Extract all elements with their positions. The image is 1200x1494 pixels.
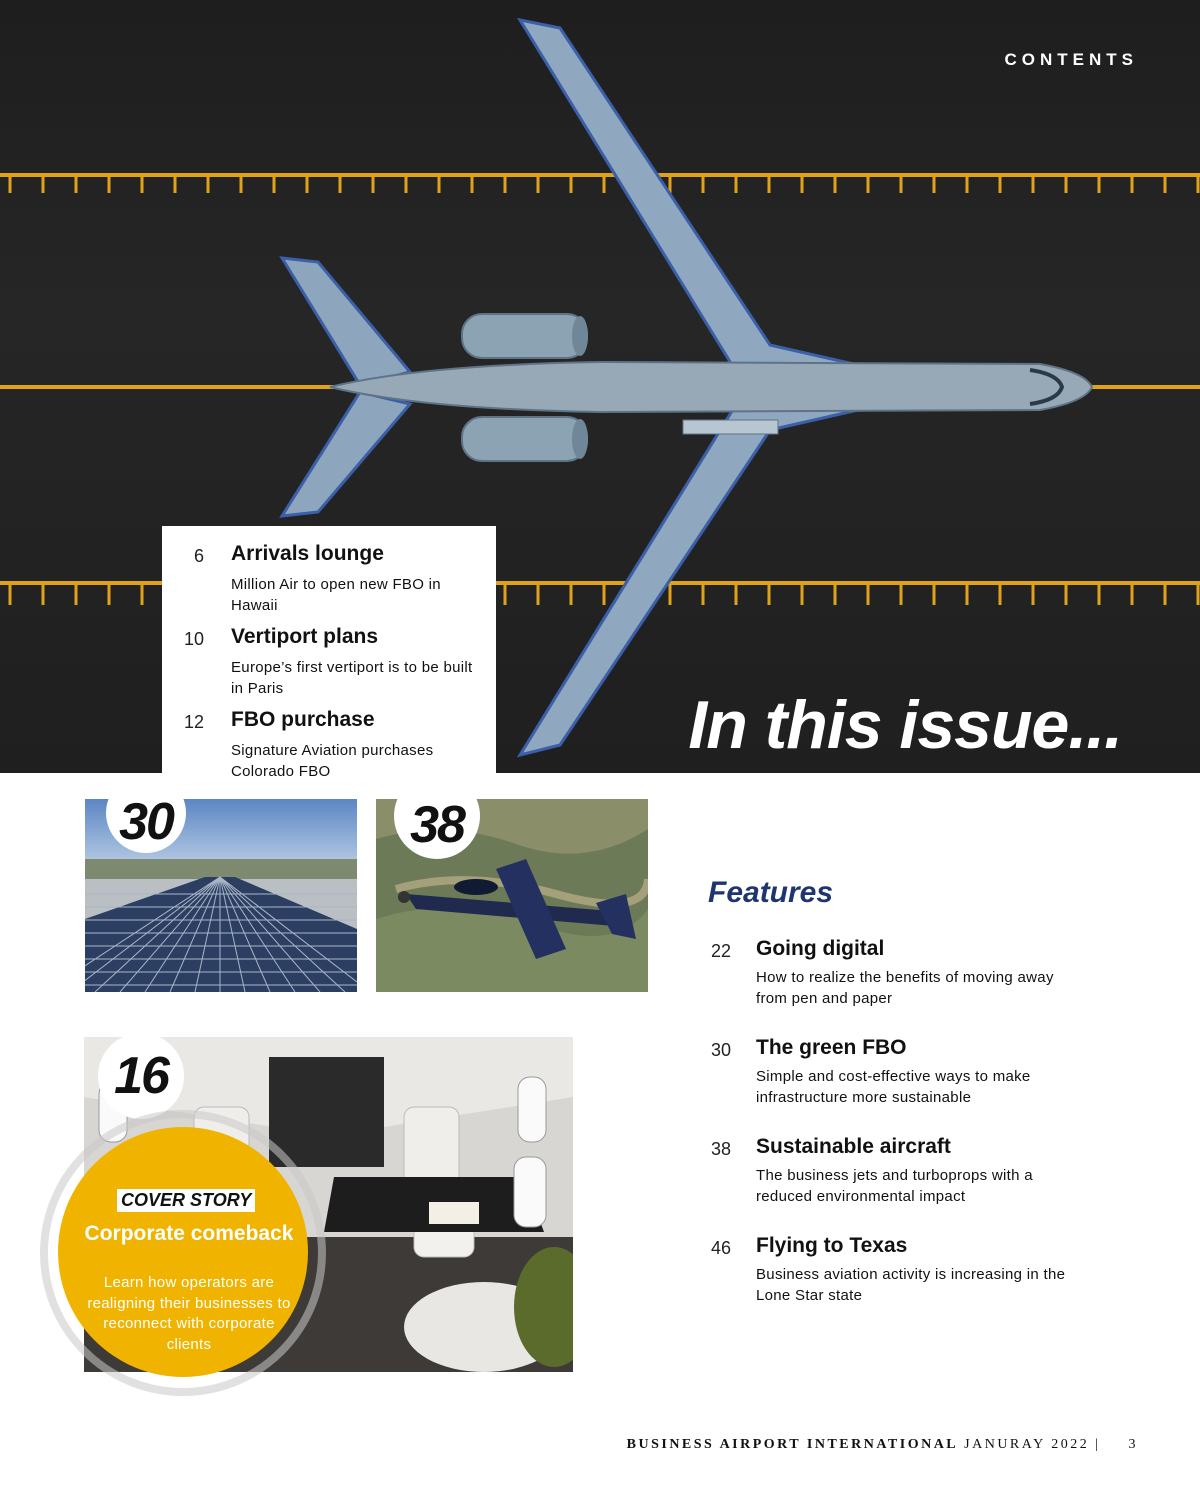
item-title: Flying to Texas [756,1234,908,1257]
page-footer [627,1437,1138,1453]
cover-story-title: Corporate comeback [84,1222,294,1245]
item-description: Business aviation activity is increasing in the Lone Star state [756,1266,1066,1304]
hero-title: In this issue... [688,687,1122,763]
page-number: 46 [710,1238,731,1258]
page-badge: 30 [106,799,186,853]
page-badge: 38 [394,799,480,859]
page-number: 10 [183,629,204,649]
features-heading: Features [708,876,834,909]
solar-roof-photo[interactable] [85,799,357,992]
item-description: Signature Aviation purchases Colorado FBO [231,742,434,780]
item-description: Million Air to open new FBO in Hawaii [231,576,441,614]
item-description: Europe’s first vertiport is to be built in Paris [231,659,473,697]
page-number: 22 [710,941,731,961]
page-number: 30 [710,1040,731,1060]
cover-story-description: Learn how operators are realigning their businesses to reconnect with corporate clients [87,1274,291,1353]
item-description: Simple and cost-effective ways to make infrastructure more sustainable [756,1068,1031,1106]
item-description: How to realize the benefits of moving away from pen and paper [756,969,1054,1007]
section-label: CONTENTS [1004,50,1138,69]
page-number: 12 [183,712,204,732]
item-title: Vertiport plans [231,625,379,648]
item-title: The green FBO [756,1036,907,1059]
item-title: Going digital [756,937,885,960]
item-title: FBO purchase [231,708,375,731]
item-description: The business jets and turboprops with a reduced environmental impact [756,1167,1033,1205]
page-badge: 16 [98,1037,184,1119]
page-number: 3 [1128,1437,1138,1452]
item-title: Sustainable aircraft [756,1135,951,1158]
news-list [162,526,496,780]
aerobatic-plane-photo[interactable] [376,799,648,992]
page-number: 38 [710,1139,731,1159]
cover-story-tag: COVER STORY [117,1189,255,1212]
page-number: 6 [193,546,204,566]
item-title: Arrivals lounge [231,542,384,565]
publication-name: BUSINESS AIRPORT INTERNATIONAL [626,1437,959,1452]
issue-date: JANURAY 2022 | [964,1437,1101,1452]
